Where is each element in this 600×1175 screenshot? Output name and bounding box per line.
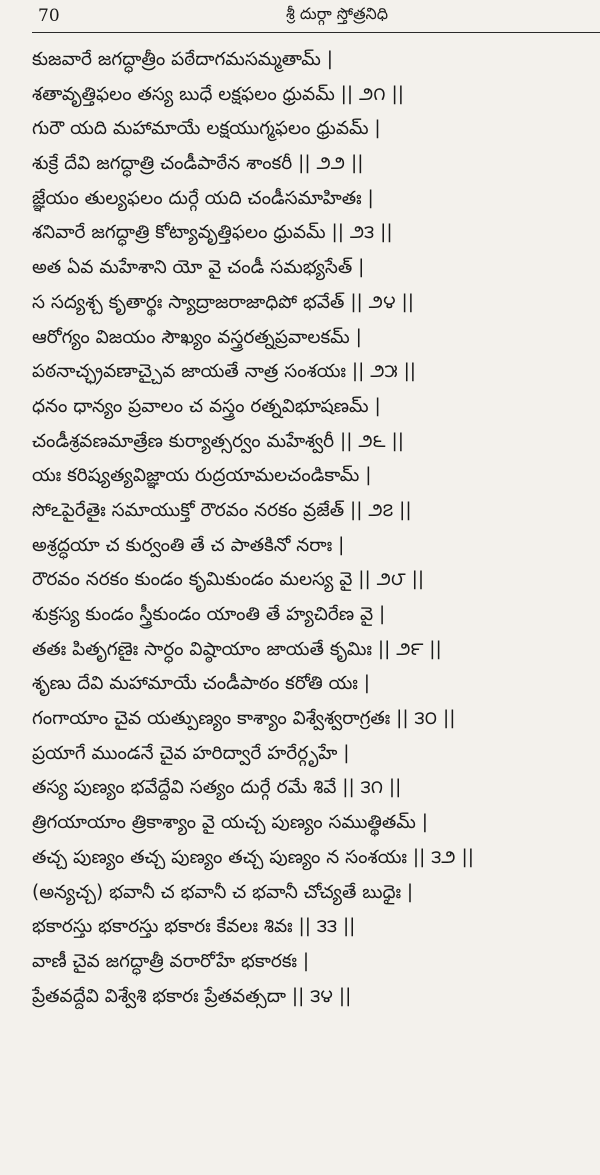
verse-line: పఠనాచ్ఛ్రవణాచ్చైవ జాయతే నాత్ర సంశయః || ౨౫ || [32,361,417,383]
verse-line: శృణు దేవి మహామాయే చండీపాఠం కరోతి యః | [32,673,370,695]
verse-line: ప్రయాగే ముండనే చైవ హరిద్వారే హరేర్గృహే | [32,742,350,764]
verse-line: శతావృత్తిఫలం తస్య బుధే లక్షఫలం ధ్రువమ్ || ౨౧ || [32,83,404,105]
verse-line: భకారస్తు భకారస్తు భకారః కేవలః శివః || ౩౩ || [32,916,356,938]
verse-line: శుక్రే దేవి జగద్ధాత్రి చండీపాఠేన శాంకరీ || ౨౨ || [32,153,364,175]
verse-line: గంగాయాం చైవ యత్పుణ్యం కాశ్యాం విశ్వేశ్వరాగ్రతః || ౩౦ || [32,708,456,730]
page-number: 70 [38,6,60,26]
page-header [32,0,600,33]
verse-line: వాణీ చైవ జగద్ధాత్రీ వరారోహే భకారకః | [32,950,310,972]
verse-line: యః కరిష్యత్యవిజ్ఞాయ రుద్రయామలచండికామ్ | [32,465,372,487]
verse-line: చండీశ్రవణమాత్రేణ కుర్యాత్సర్వం మహేశ్వరీ || ౨౬ || [32,430,404,452]
verse-line: ఆరోగ్యం విజయం సౌఖ్యం వస్త్రరత్నప్రవాలకమ్ | [32,326,362,348]
verse-line: రౌరవం నరకం కుండం కృమికుండం మలస్య వై || ౨౮ || [32,569,425,591]
verse-line: స సద్యశ్చ కృతార్థః స్యాద్రాజరాజాధిపో భవేత్ || ౨౪ || [32,291,415,313]
verse-line: ప్రేతవద్దేవి విశ్వేశి భకారః ప్రేతవత్సదా || ౩౪ || [32,985,352,1007]
verse-line: జ్ఞేయం తుల్యఫలం దుర్గే యది చండీసమాహితః | [32,187,374,209]
verse-list [32,43,600,1014]
verse-line: అత ఏవ మహేశాని యో వై చండీ సమభ్యసేత్ | [32,257,365,279]
verse-line: సోఽపైరేతైః సమాయుక్తో రౌరవం నరకం వ్రజేత్ || ౨౭ || [32,499,412,521]
verse-line: తచ్చ పుణ్యం తచ్చ పుణ్యం తచ్చ పుణ్యం న సంశయః || ౩౨ || [32,846,474,868]
verse-line: ధనం ధాన్యం ప్రవాలం చ వస్త్రం రత్నవిభూషణమ్ | [32,395,381,417]
running-title: శ్రీ దుర్గా స్తోత్రనిధి [286,4,389,23]
verse-line: త్రిగయాయాం త్రికాశ్యాం వై యచ్చ పుణ్యం సముత్థితమ్ | [32,812,428,834]
verse-line: గురౌ యది మహామాయే లక్షయుగ్మఫలం ధ్రువమ్ | [32,118,381,140]
verse-line: కుజవారే జగద్ధాత్రీం పఠేదాగమసమ్మతామ్ | [32,49,333,70]
verse-line: తతః పితృగణైః సార్ధం విష్ఠాయాం జాయతే కృమిః || ౨౯ || [32,638,442,660]
verse-line: శనివారే జగద్ధాత్రి కోట్యావృత్తిఫలం ధ్రువమ్ || ౨౩ || [32,222,393,244]
verse-line: శుక్రస్య కుండం స్త్రీకుండం యాంతి తే హ్యచిరేణ వై | [32,604,386,625]
verse-line: (అన్యచ్చ) భవానీ చ భవానీ చ భవానీ చోచ్యతే బుధైః | [32,881,414,903]
verse-line: అశ్రద్ధయా చ కుర్వంతి తే చ పాతకినో నరాః | [32,534,345,556]
verse-line: తస్య పుణ్యం భవేద్దేవి సత్యం దుర్గే రమే శివే || ౩౧ || [32,777,402,799]
